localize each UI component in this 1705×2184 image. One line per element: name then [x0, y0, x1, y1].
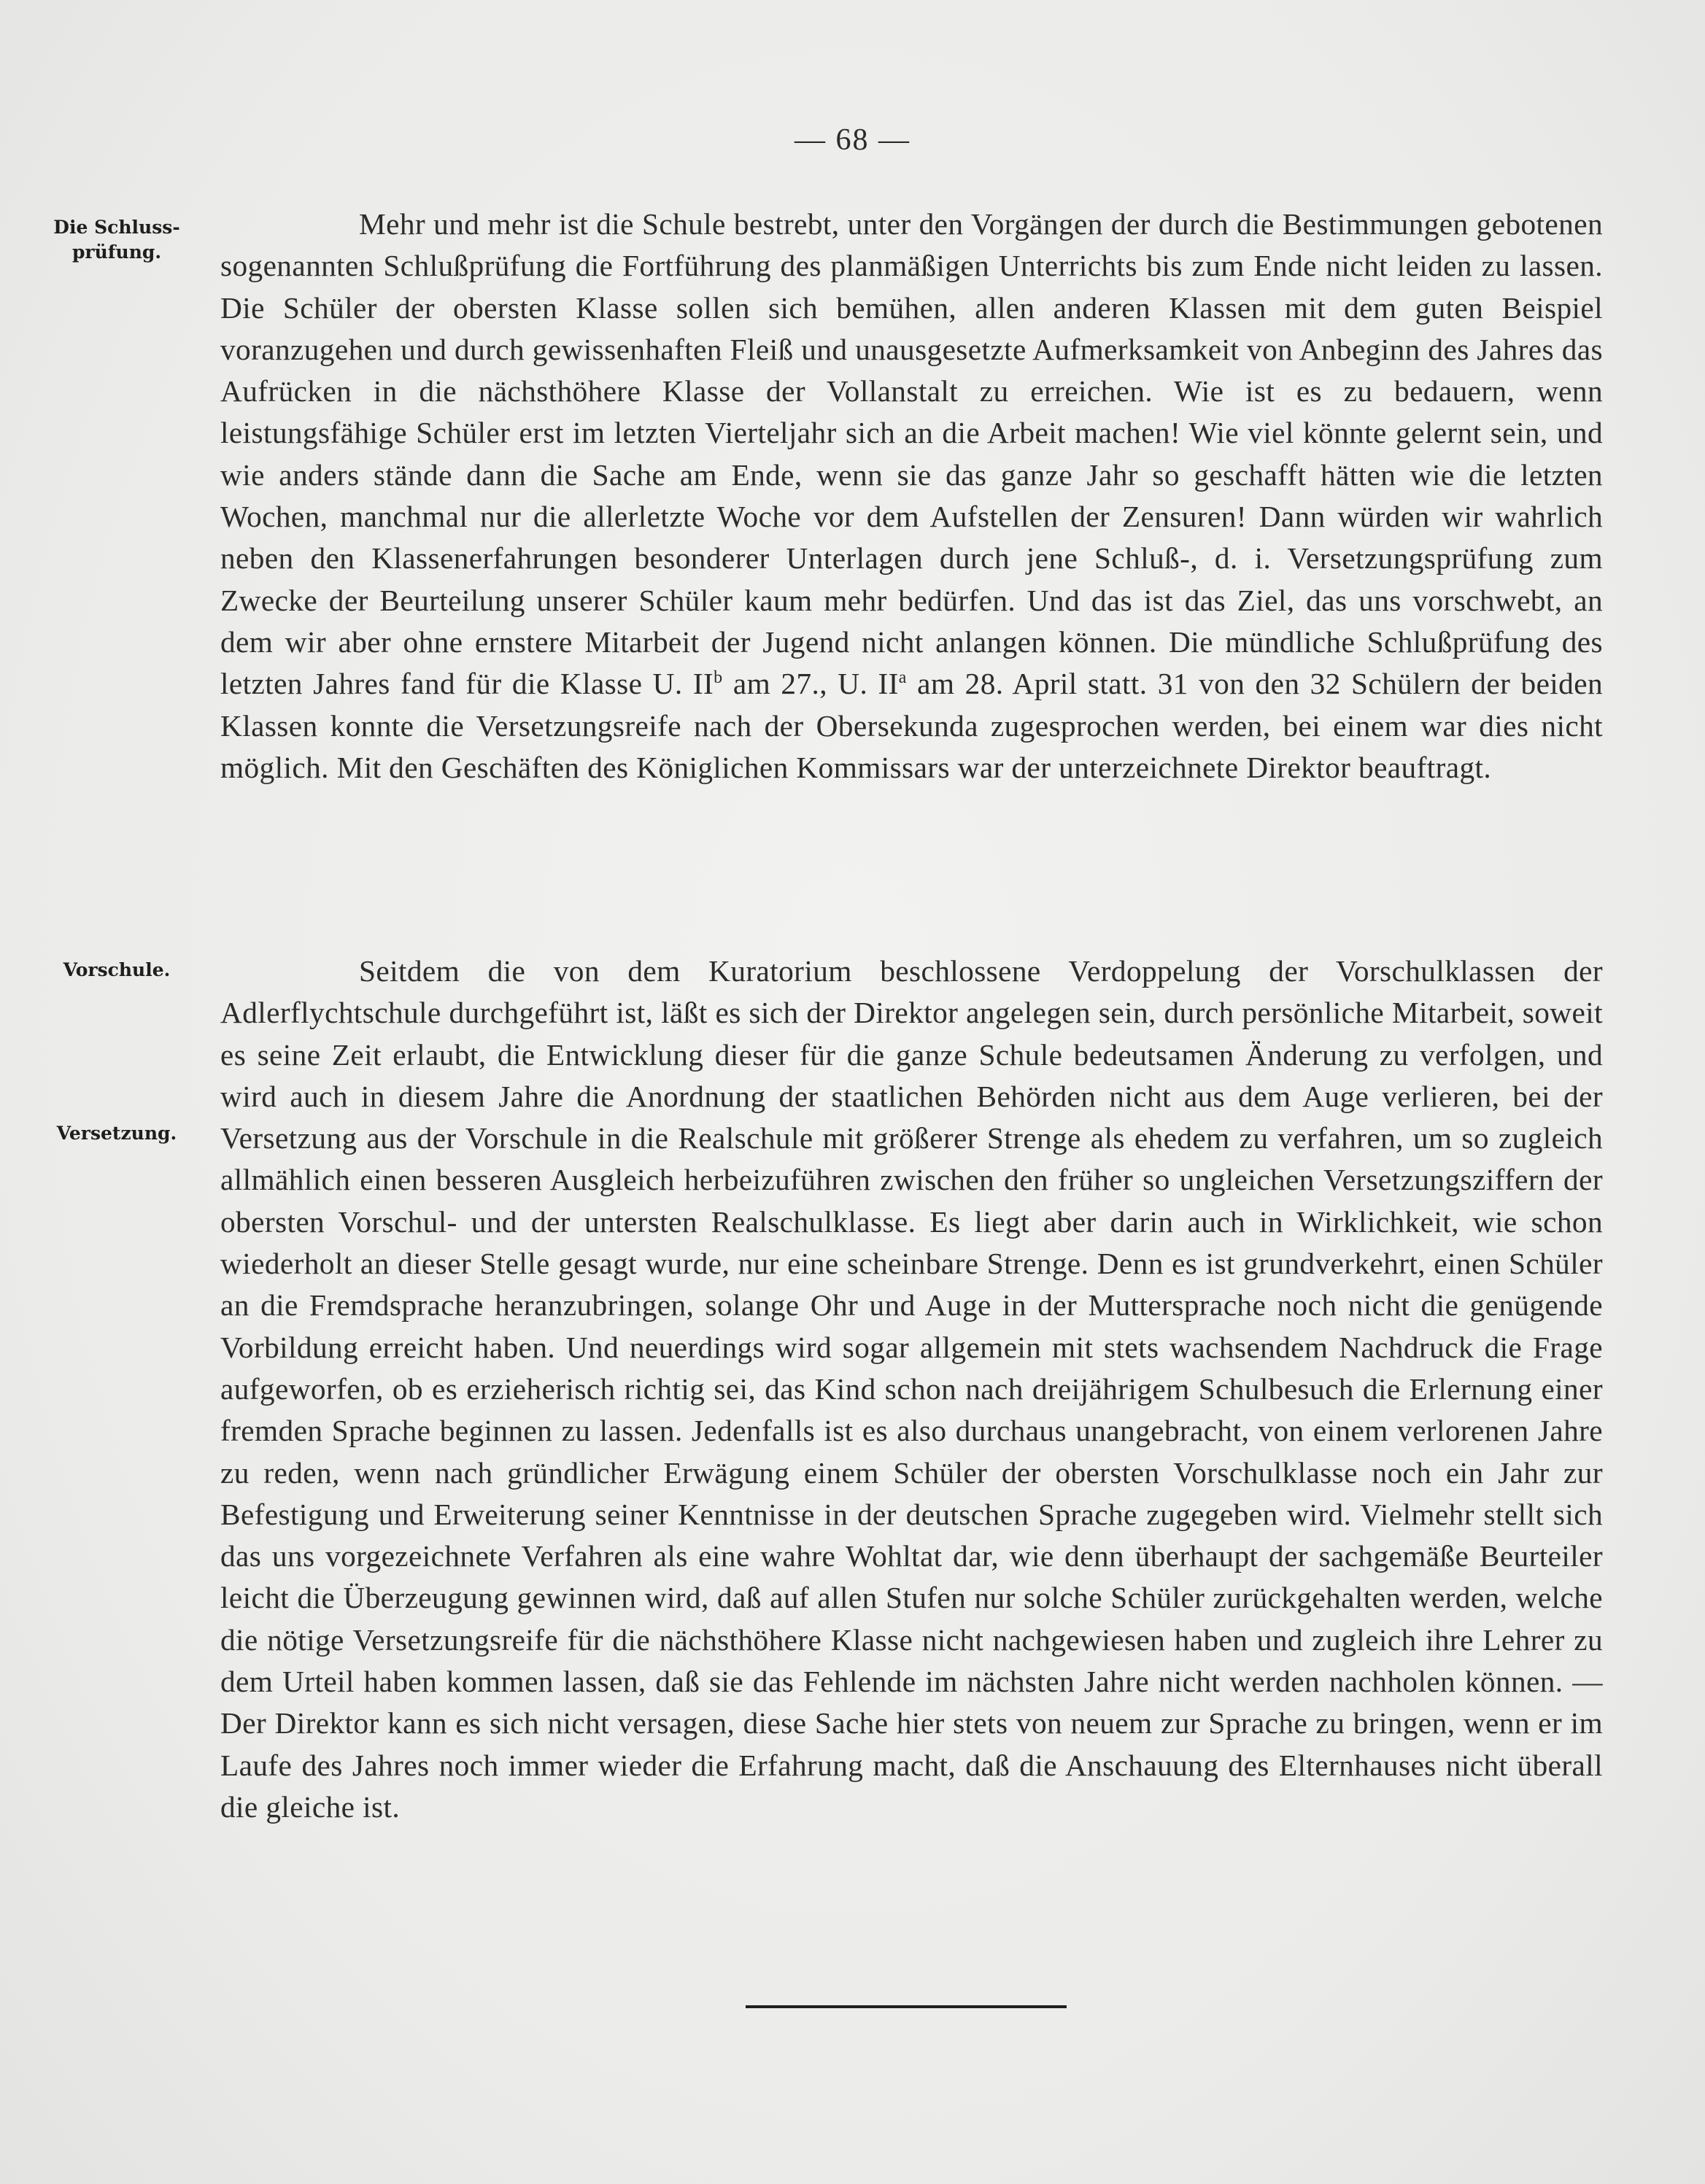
superscript-b: b — [714, 668, 723, 688]
paragraph-2-text: Seitdem die von dem Kuratorium beschlossene Verdoppelung der Vorschulklassen der Adlerflychtschule durchgeführt ist, läßt es sich der Direktor angelegen sein, durch persönliche Mitarbeit, soweit es seine Zeit erlaubt, die Entwicklung dieser für die ganze Schule bedeutsamen Änderung zu verfolgen, und wird auch in diesem Jahre die Anordnung der staatlichen Behörden nicht aus dem Auge verlieren, bei der Versetzung aus der Vorschule in die Realschule mit größerer Strenge als ehedem zu verfahren, um so zugleich allmählich einen besseren Ausgleich herbeizuführen zwischen den früher so ungleichen Versetzungsziffern der obersten Vorschul- und der untersten Realschulklasse. Es liegt aber darin auch in Wirklichkeit, wie schon wiederholt an dieser Stelle gesagt wurde, nur eine scheinbare Strenge. Denn es ist grundverkehrt, einen Schüler an die Fremdsprache heranzubringen, solange Ohr und Auge in der Muttersprache noch nicht die genügende Vorbildung erreicht haben. Und neuerdings wird sogar allgemein mit stets wachsendem Nachdruck die Frage aufgeworfen, ob es erzieherisch richtig sei, das Kind schon nach dreijährigem Schulbesuch die Erlernung einer fremden Sprache beginnen zu lassen. Jedenfalls ist es also durchaus unangebracht, von einem verlorenen Jahre zu reden, wenn nach gründlicher Erwägung einem Schüler der obersten Vorschulklasse noch ein Jahr zur Befestigung und Erweiterung seiner Kenntnisse in der deutschen Sprache zugegeben wird. Vielmehr stellt sich das uns vorgezeichnete Verfahren als eine wahre Wohltat dar, wie denn überhaupt der sachgemäße Beurteiler leicht die Überzeugung gewinnen wird, daß auf allen Stufen nur solche Schüler zurückgehalten werden, welche die nötige Versetzungsreife für die nächsthöhere Klasse nicht nachgewiesen haben und zugleich ihre Lehrer zu dem Urteil haben kommen lassen, daß sie das Fehlende im nächsten Jahre nicht werden nachholen können. — Der Direktor kann es sich nicht versagen, diese Sache hier stets von neuem zur Sprache zu bringen, wenn er im Laufe des Jahres noch immer wieder die Erfahrung macht, daß die Anschauung des Elternhauses nicht überall die gleiche ist. — [220, 954, 1603, 1824]
paragraph-1-part-c: am 28. April statt. 31 von den 32 Schülern der beiden Klassen konnte die Versetzungsreife nach der Obersekunda zugesprochen werden, bei einem war dies nicht möglich. Mit den Geschäften des Königlichen Kommissars war der unterzeichnete Direktor beauftragt. — [220, 667, 1604, 784]
paragraph-schlusspruefung — [220, 204, 1603, 789]
paragraph-vorschule — [220, 950, 1603, 1828]
paragraph-1-text — [220, 204, 1603, 789]
page-number: — 68 — — [794, 123, 911, 157]
margin-note-versetzung: Versetzung. — [56, 1123, 177, 1144]
margin-note-vorschule: Vorschule. — [63, 959, 171, 980]
superscript-a: a — [898, 668, 907, 688]
paragraph-1-part-b: am 27., U. II — [722, 667, 899, 701]
bleed-through-mark — [51, 281, 161, 298]
closing-rule — [746, 2005, 1067, 2008]
paragraph-1-part-a: Mehr und mehr ist die Schule bestrebt, unter den Vorgängen der durch die Bestimmungen gebotenen sogenannten Schlußprüfung die Fortführung des planmäßigen Unterrichts bis zum Ende nicht leiden zu lassen. Die Schüler der obersten Klasse sollen sich bemühen, allen anderen Klassen mit dem guten Beispiel voranzugehen und durch gewissenhaften Fleiß und unausgesetzte Aufmerksamkeit von Anbeginn des Jahres das Aufrücken in die nächsthöhere Klasse der Vollanstalt zu erreichen. Wie ist es zu bedauern, wenn leistungsfähige Schüler erst im letzten Vierteljahr sich an die Arbeit machen! Wie viel könnte gelernt sein, und wie anders stände dann die Sache am Ende, wenn sie das ganze Jahr so geschafft hätten wie die letzten Wochen, manchmal nur die allerletzte Woche vor dem Aufstellen der Zensuren! Dann würden wir wahrlich neben den Klassenerfahrungen besonderer Unterlagen durch jene Schluß-, d. i. Versetzungsprüfung zum Zwecke der Beurteilung unserer Schüler kaum mehr bedürfen. Und das ist das Ziel, das uns vorschwebt, an dem wir aber ohne ernstere Mitarbeit der Jugend nicht anlangen können. Die mündliche Schlußprüfung des letzten Jahres fand für die Klasse U. II — [220, 207, 1603, 701]
margin-note-schlusspruefung: Die Schluss- prüfung. — [53, 217, 180, 263]
